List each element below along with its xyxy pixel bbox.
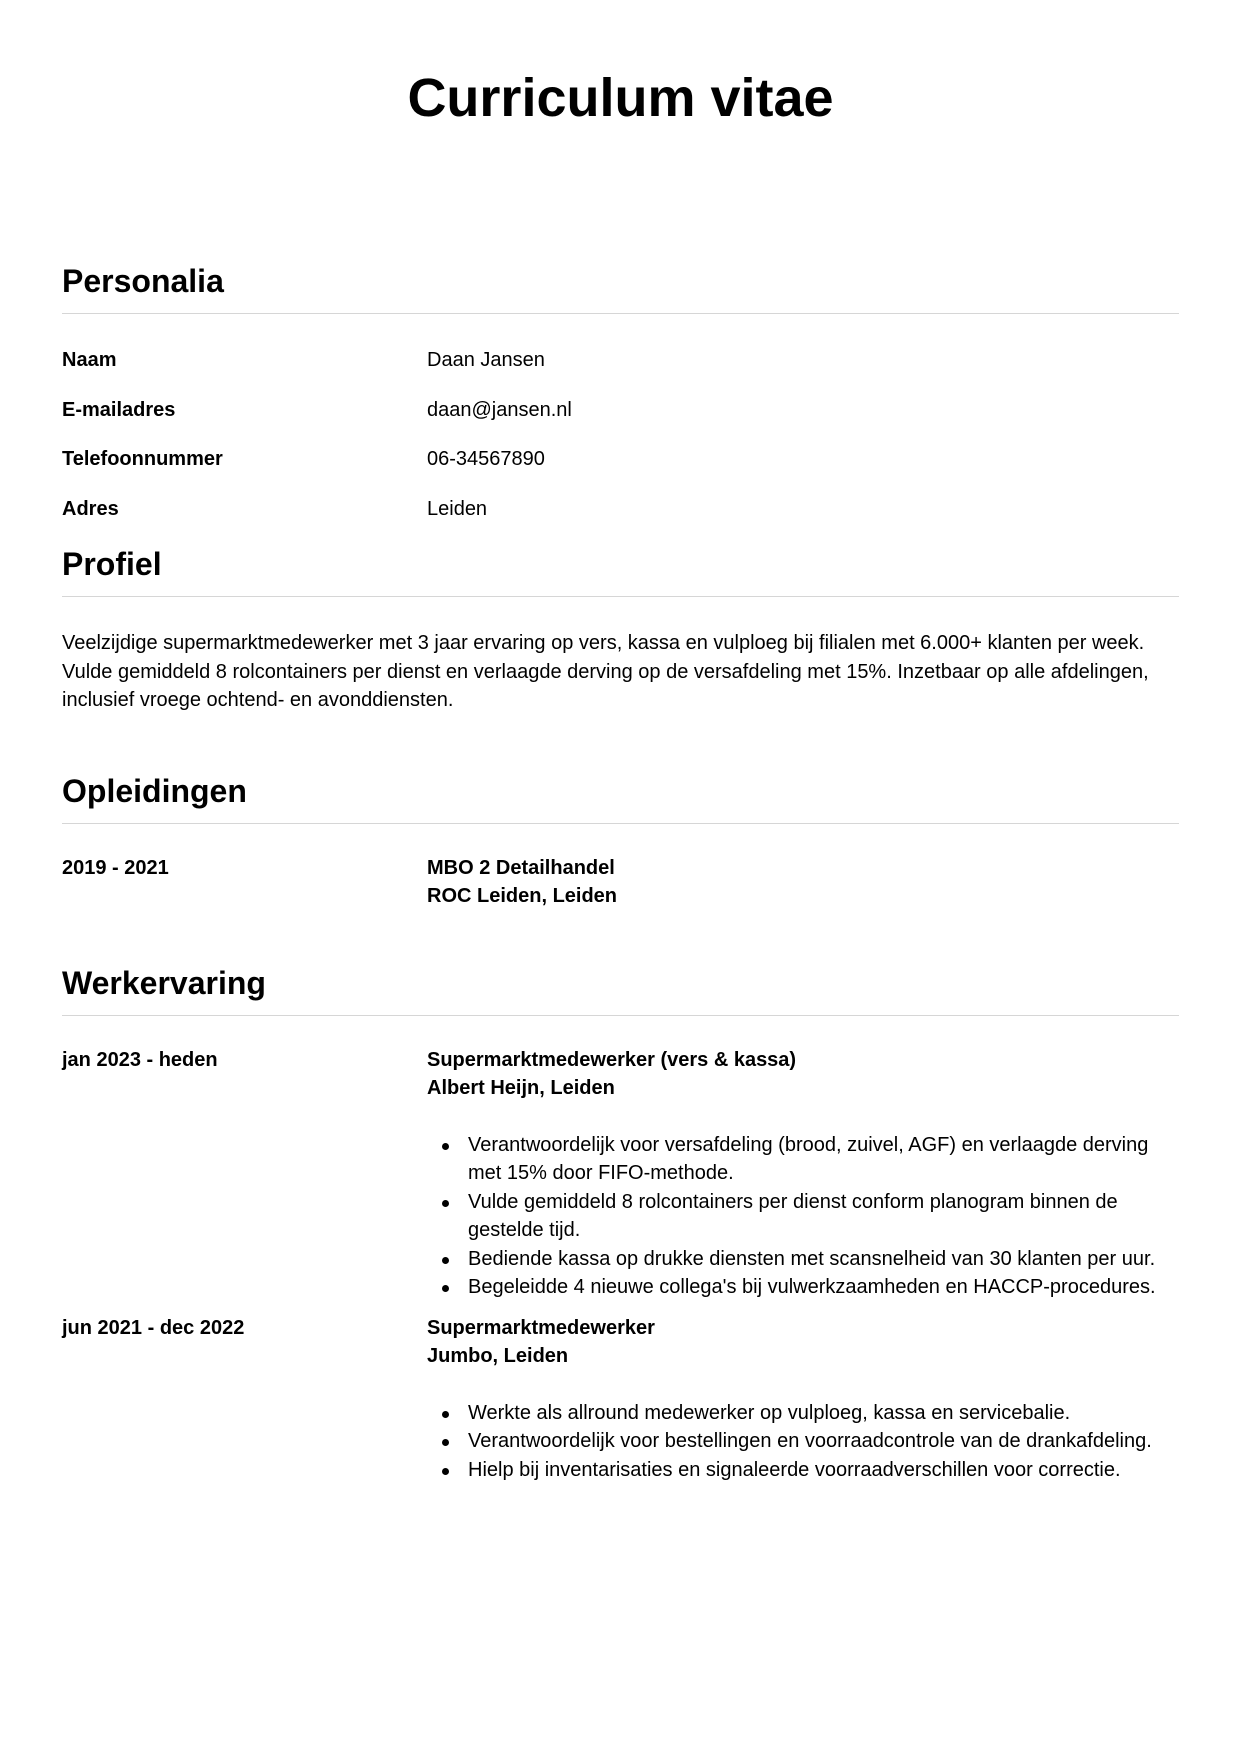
entry-title: Supermarktmedewerker (vers & kassa) (427, 1048, 797, 1071)
list-item: Begeleidde 4 nieuwe collega's bij vulwerkzaamheden en HACCP-procedures. (468, 1273, 1179, 1302)
section-profiel (62, 544, 1179, 715)
field-value: daan@jansen.nl (427, 398, 572, 421)
section-heading-profiel: Profiel (62, 544, 1179, 597)
personalia-row-telefoon (62, 447, 1179, 497)
list-item: Hielp bij inventarisaties en signaleerde voorraadverschillen voor correctie. (468, 1456, 1179, 1485)
field-label: Telefoonnummer (62, 448, 223, 470)
list-item: Vulde gemiddeld 8 rolcontainers per dienst conform planogram binnen de gestelde tijd. (468, 1188, 1179, 1245)
personalia-row-adres (62, 497, 1179, 547)
education-entry (62, 854, 1179, 911)
list-item: Verantwoordelijk voor bestellingen en voorraadcontrole van de drankafdeling. (468, 1427, 1179, 1456)
entry-organization: ROC Leiden, Leiden (427, 885, 618, 907)
entry-period: jan 2023 - heden (62, 1048, 218, 1071)
entry-title: Supermarktmedewerker (427, 1316, 655, 1339)
work-entry (62, 1046, 1179, 1302)
list-item: Bediende kassa op drukke diensten met scansnelheid van 30 klanten per uur. (468, 1245, 1179, 1274)
field-label: Adres (62, 497, 119, 520)
section-heading-opleidingen: Opleidingen (62, 771, 1179, 824)
section-heading-personalia: Personalia (62, 261, 1179, 314)
responsibility-list (427, 1399, 1179, 1485)
entry-organization: Albert Heijn, Leiden (427, 1077, 615, 1099)
entry-body (427, 854, 1179, 911)
profile-paragraph: Veelzijdige supermarktmedewerker met 3 jaar ervaring op vers, kassa en vulploeg bij filialen met 6.000+ klanten per week. Vulde gemiddeld 8 rolcontainers per dienst en verlaagde derving op de versafdeling met 15%. Inzetbaar op alle afdelingen, inclusief vroege ochtend- en avonddiensten. (62, 632, 1149, 711)
work-entry (62, 1314, 1179, 1485)
responsibility-list (427, 1131, 1179, 1302)
field-value: Leiden (427, 497, 488, 520)
entry-title: MBO 2 Detailhandel (427, 856, 615, 879)
personalia-row-naam (62, 348, 1179, 398)
section-personalia (62, 261, 1179, 546)
document-title: Curriculum vitae (407, 68, 834, 128)
entry-body (427, 1314, 1179, 1485)
section-heading-werkervaring: Werkervaring (62, 963, 1179, 1016)
entry-period: 2019 - 2021 (62, 856, 169, 879)
list-item: Verantwoordelijk voor versafdeling (brood, zuivel, AGF) en verlaagde derving met 15% door FIFO-methode. (468, 1131, 1179, 1188)
entry-body (427, 1046, 1179, 1302)
personalia-row-email (62, 398, 1179, 448)
list-item: Werkte als allround medewerker op vulploeg, kassa en servicebalie. (468, 1399, 1179, 1428)
field-label: E-mailadres (62, 398, 176, 421)
entry-period: jun 2021 - dec 2022 (62, 1316, 245, 1339)
section-opleidingen (62, 771, 1179, 911)
field-value: 06-34567890 (427, 448, 545, 470)
field-value: Daan Jansen (427, 349, 545, 371)
entry-organization: Jumbo, Leiden (427, 1345, 569, 1367)
personalia-table (62, 348, 1179, 546)
field-label: Naam (62, 349, 117, 371)
section-werkervaring (62, 963, 1179, 1485)
